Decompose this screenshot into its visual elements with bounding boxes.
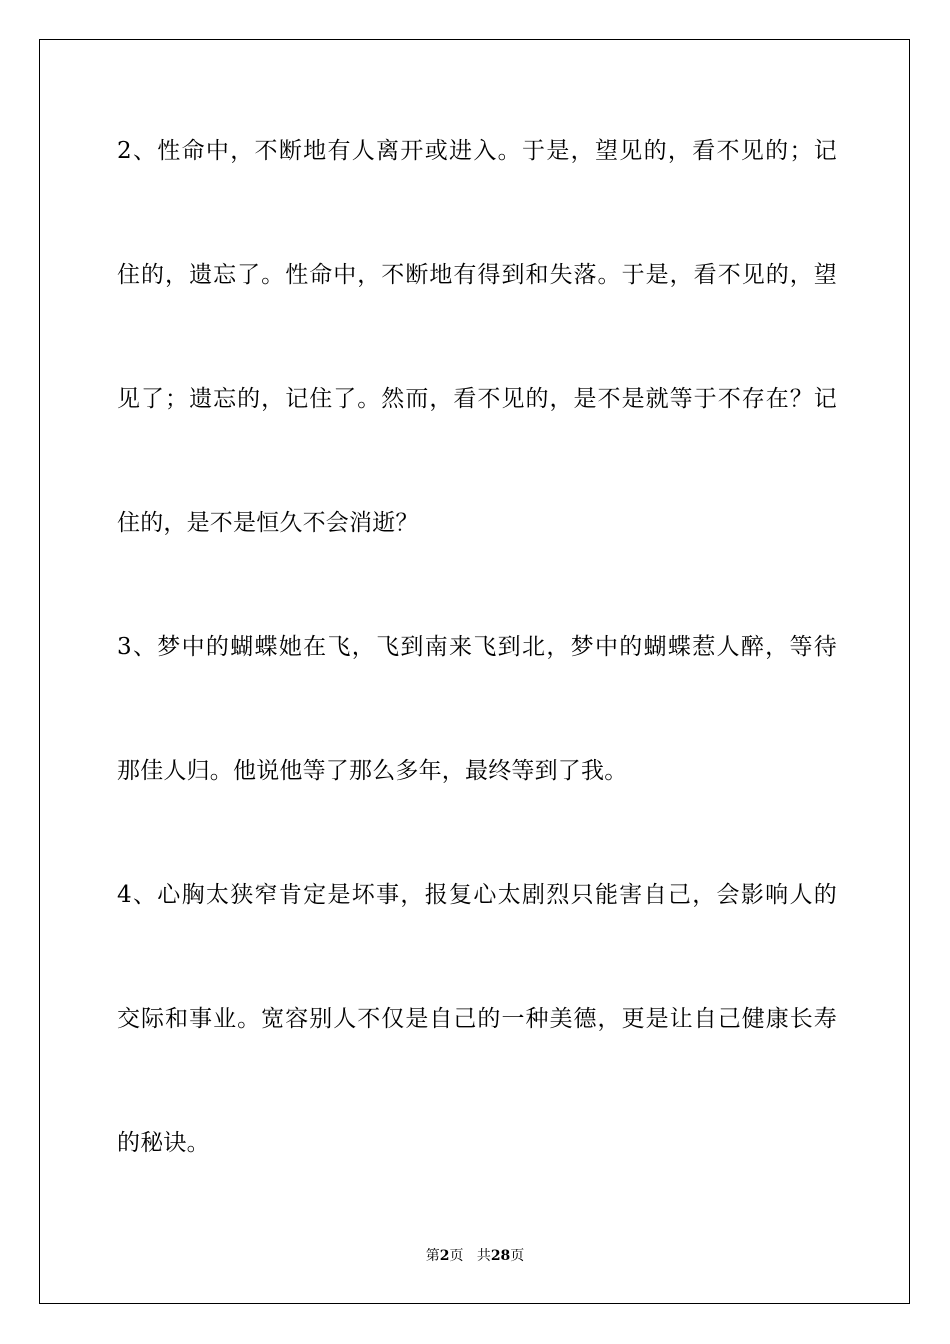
page-suffix: 页 [449,1248,464,1264]
page-border [39,39,910,1304]
paragraph-2-line-4: 住的，是不是恒久不会消逝？ [117,510,419,536]
page-prefix: 第 [425,1248,440,1264]
paragraph-2-line-2: 住的，遗忘了。性命中，不断地有得到和失落。于是，看不见的，望 [117,262,837,288]
paragraph-3-line-2: 那佳人归。他说他等了那么多年，最终等到了我。 [117,758,628,784]
paragraph-4-line-2: 交际和事业。宽容别人不仅是自己的一种美德，更是让自己健康长寿 [117,1006,837,1032]
page-number: 2 [439,1248,450,1264]
total-pages: 28 [490,1248,511,1264]
paragraph-2-line-1: 2、性命中，不断地有人离开或进入。于是，望见的，看不见的；记 [117,138,837,164]
total-prefix: 共 [476,1248,491,1264]
paragraph-2-line-3: 见了；遗忘的，记住了。然而，看不见的，是不是就等于不存在？记 [117,386,837,412]
paragraph-4-line-3: 的秘诀。 [117,1130,210,1156]
total-suffix: 页 [510,1248,525,1264]
paragraph-4-line-1: 4、心胸太狭窄肯定是坏事，报复心太剧烈只能害自己，会影响人的 [117,882,837,908]
paragraph-3-line-1: 3、梦中的蝴蝶她在飞，飞到南来飞到北，梦中的蝴蝶惹人醉，等待 [117,634,837,660]
page-footer [0,1247,950,1265]
